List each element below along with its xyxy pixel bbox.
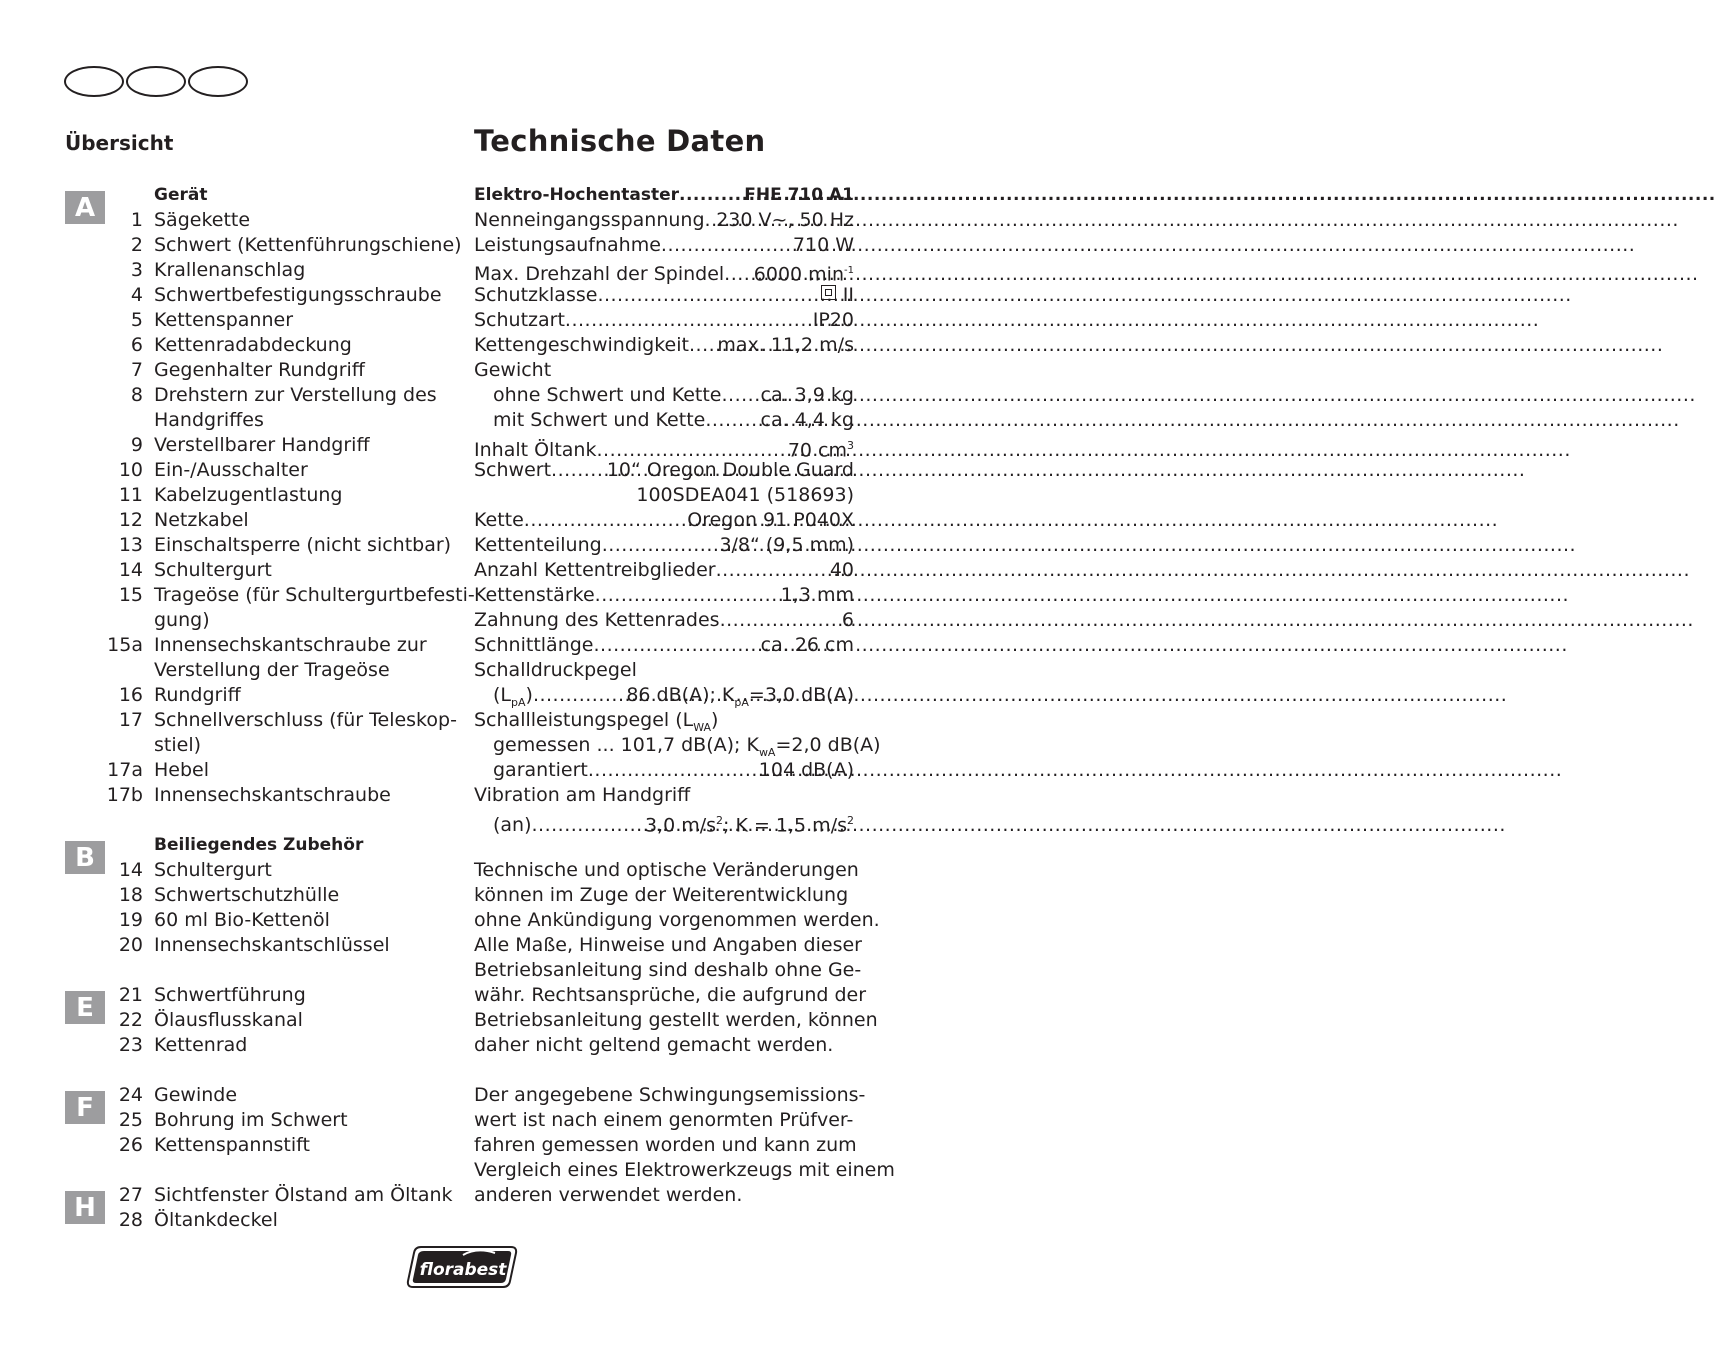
group-title: Gerät (154, 185, 208, 205)
item-number: 5 (130, 309, 143, 331)
item-label: Schultergurt (154, 559, 272, 581)
spec-label: Max. Drehzahl der Spindel (474, 263, 725, 286)
item-number: 15a (107, 634, 143, 656)
item-number: 14 (118, 559, 143, 581)
spec-label: Schutzart (474, 309, 565, 331)
item-label: stiel) (154, 734, 202, 756)
protection-class-icon (821, 285, 836, 300)
list-item (100, 908, 445, 933)
list-item (100, 608, 445, 633)
item-label: Kettenspannstift (154, 1134, 310, 1156)
list-item (100, 308, 445, 333)
spec-label: Leistungsaufnahme (474, 234, 661, 256)
list-item (100, 708, 457, 733)
spec-label: Kettenstärke (474, 584, 595, 606)
paragraph-line: währ. Rechtsansprüche, die aufgrund der (474, 984, 867, 1006)
item-label: Rundgriff (154, 684, 241, 706)
item-label: Handgriffes (154, 409, 264, 431)
spec-label: Nenneingangsspannung (474, 209, 705, 231)
spec-row (474, 233, 854, 258)
list-item (100, 1183, 453, 1208)
list-item (100, 1208, 445, 1233)
spec-label: ohne Schwert und Kette (493, 384, 722, 406)
dot-leader (705, 208, 717, 233)
dot-leader (705, 408, 760, 433)
list-item (100, 1083, 445, 1108)
item-number: 24 (118, 1084, 143, 1106)
list-item (100, 633, 445, 658)
spec-value: 6 (841, 609, 854, 631)
item-label: Verstellbarer Handgriff (154, 434, 370, 456)
item-label: Gegenhalter Rundgriff (154, 359, 365, 381)
item-number: 4 (130, 284, 143, 306)
language-oval (64, 66, 124, 97)
spec-row (474, 433, 854, 462)
spec-value: IP20 (812, 309, 854, 331)
section-marker-e: E (65, 991, 105, 1024)
list-item (100, 508, 445, 533)
spec-value: 230 V~, 50 Hz (716, 209, 854, 231)
item-number: 1 (130, 209, 143, 231)
item-number: 13 (118, 534, 143, 556)
spec-row (474, 383, 854, 408)
paragraph-line: Alle Maße, Hinweise und Angaben dieser (474, 934, 862, 956)
spec-row (474, 683, 854, 708)
spec-label: Zahnung des Kettenrades (474, 609, 720, 631)
svg-text:florabest: florabest (419, 1260, 507, 1280)
dot-leader (689, 333, 717, 358)
spec-value: 40 (829, 559, 854, 581)
item-label: Kettenradabdeckung (154, 334, 352, 356)
item-label: Trageöse (für Schultergurtbefesti- (154, 584, 475, 606)
spec-row (474, 608, 854, 633)
spec-label: Gewicht (474, 359, 552, 381)
spec-label: (an) (493, 814, 532, 837)
list-item (100, 233, 462, 258)
spec-row (474, 783, 854, 808)
spec-row (474, 258, 854, 286)
dot-leader (720, 608, 842, 633)
spec-row (474, 183, 854, 208)
section-marker-a: A (65, 191, 105, 224)
item-label: Bohrung im Schwert (154, 1109, 348, 1131)
spec-label: Schutzklasse (474, 284, 598, 306)
item-number: 23 (118, 1034, 143, 1056)
list-item (100, 483, 445, 508)
list-item (100, 1033, 445, 1058)
item-label: Schwertschutzhülle (154, 884, 340, 906)
spec-label: garantiert (493, 759, 588, 781)
item-label: Gewinde (154, 1084, 238, 1106)
list-item (100, 1008, 445, 1033)
item-number: 17b (106, 784, 143, 806)
spec-row (474, 633, 854, 658)
spec-row (474, 483, 854, 508)
item-number: 21 (118, 984, 143, 1006)
spec-row (474, 458, 854, 483)
spec-value: II (821, 283, 854, 308)
item-label: Ein-/Ausschalter (154, 459, 308, 481)
item-number: 3 (130, 259, 143, 281)
item-label: Schwert (Kettenführungschiene) (154, 234, 462, 256)
item-label: Schwertführung (154, 984, 306, 1006)
list-item (100, 758, 445, 783)
spec-row (474, 658, 854, 683)
dot-leader (722, 383, 761, 408)
item-number: 12 (118, 509, 143, 531)
item-label: Netzkabel (154, 509, 249, 531)
dot-leader (679, 183, 744, 208)
spec-value: 86 dB(A); $K_{pA}=3,0$ dB(A) (626, 684, 854, 709)
spec-label: Schallleistungspegel $(L_{WA})$ (474, 709, 719, 734)
list-item (100, 883, 445, 908)
spec-value: FHE 710 A1 (744, 185, 854, 205)
list-item (100, 683, 445, 708)
list-item (100, 433, 445, 458)
list-item (100, 983, 445, 1008)
paragraph-line: Der angegebene Schwingungsemissions- (474, 1084, 866, 1106)
item-label: Einschaltsperre (nicht sichtbar) (154, 534, 452, 556)
item-number: 9 (130, 434, 143, 456)
list-item (100, 658, 445, 683)
item-number: 25 (118, 1109, 143, 1131)
spec-list (474, 183, 881, 837)
spec-value: 10“ Oregon Double Guard (606, 459, 854, 481)
spec-row (474, 208, 854, 233)
item-label: Hebel (154, 759, 210, 781)
item-label: Innensechskantschraube (154, 784, 391, 806)
list-item (100, 733, 445, 758)
item-number: 17 (118, 709, 143, 731)
item-label: Krallenanschlag (154, 259, 306, 281)
spec-value: ca. 3,9 kg (760, 384, 854, 406)
paragraph-line: daher nicht geltend gemacht werden. (474, 1034, 834, 1056)
dot-leader (588, 758, 759, 783)
list-item (100, 1108, 445, 1133)
list-item (100, 408, 445, 433)
paragraph-line: wert ist nach einem genormten Prüfver- (474, 1109, 854, 1131)
spec-row (474, 583, 854, 608)
spec-value: 100SDEA041 (518693) (636, 484, 854, 506)
disclaimer-paragraph (474, 858, 880, 1058)
paragraph-line: Betriebsanleitung gestellt werden, können (474, 1009, 878, 1031)
spec-value: 710 W (792, 234, 854, 256)
list-item (100, 283, 445, 308)
spec-row (474, 758, 854, 783)
list-item (100, 558, 445, 583)
item-label: Drehstern zur Verstellung des (154, 384, 437, 406)
item-label: Kabelzugentlastung (154, 484, 343, 506)
item-number: 14 (118, 859, 143, 881)
item-label: Sägekette (154, 209, 251, 231)
spec-value: 70 $cm^3$ (787, 439, 854, 462)
tech-data-title: Technische Daten (474, 124, 766, 158)
dot-leader (597, 283, 820, 308)
item-label: Innensechskantschraube zur (154, 634, 427, 656)
list-item (100, 1133, 445, 1158)
spec-value: 3/8“ (9,5 mm) (719, 534, 854, 556)
item-number: 11 (118, 484, 143, 506)
spec-label: gemessen ... 101,7 dB(A); $K_{wA}=2,0$ dB(A) (493, 734, 881, 759)
list-item (100, 533, 452, 558)
item-number: 10 (118, 459, 143, 481)
dot-leader (551, 458, 607, 483)
item-number: 2 (130, 234, 143, 256)
list-item (100, 208, 445, 233)
item-label: Verstellung der Trageöse (154, 659, 390, 681)
spec-value: Oregon 91 P040X (687, 509, 854, 531)
spec-value: 104 dB(A) (758, 759, 854, 781)
dot-leader (593, 633, 760, 658)
item-number: 19 (118, 909, 143, 931)
paragraph-line: Betriebsanleitung sind deshalb ohne Ge- (474, 959, 862, 981)
list-item (100, 458, 445, 483)
list-item (100, 358, 445, 383)
spec-value: ca. 26 cm (760, 634, 854, 656)
spec-label: Inhalt Öltank (474, 439, 597, 462)
language-oval (126, 66, 186, 97)
item-number: 8 (130, 384, 143, 406)
item-label: Schwertbefestigungsschraube (154, 284, 442, 306)
dot-leader (533, 683, 626, 708)
language-oval (188, 66, 248, 97)
item-number: 7 (130, 359, 143, 381)
spec-label: Schwert (474, 459, 552, 481)
item-label: Ölausflusskanal (154, 1009, 303, 1031)
item-number: 15 (118, 584, 143, 606)
paragraph-line: ohne Ankündigung vorgenommen werden. (474, 909, 880, 931)
item-label: Sichtfenster Ölstand am Öltank (154, 1184, 453, 1206)
spec-label: Anzahl Kettentreibglieder (474, 559, 716, 581)
spec-row (474, 508, 854, 533)
section-marker-b: B (65, 841, 105, 874)
item-number: 18 (118, 884, 143, 906)
item-number: 20 (118, 934, 143, 956)
spec-row (474, 333, 854, 358)
spec-row (474, 733, 881, 759)
item-number: 22 (118, 1009, 143, 1031)
section-marker-f: F (65, 1091, 105, 1124)
item-number: 28 (118, 1209, 143, 1231)
item-label: Innensechskantschlüssel (154, 934, 390, 956)
paragraph-line: können im Zuge der Weiterentwicklung (474, 884, 849, 906)
spec-row (474, 408, 854, 433)
list-item (100, 783, 445, 808)
paragraph-line: Technische und optische Veränderungen (474, 859, 859, 881)
item-label: gung) (154, 609, 210, 631)
item-label: Öltankdeckel (154, 1209, 278, 1231)
item-number: 27 (118, 1184, 143, 1206)
dot-leader (661, 233, 793, 258)
group-title: Beiliegendes Zubehör (154, 835, 364, 855)
item-label: Kettenrad (154, 1034, 248, 1056)
spec-value: max. 11,2 m/s (717, 334, 854, 356)
dot-leader (716, 558, 830, 583)
item-number: 6 (130, 334, 143, 356)
item-label: Kettenspanner (154, 309, 294, 331)
list-item (100, 858, 445, 883)
florabest-logo (407, 1245, 518, 1289)
spec-label: Kettenteilung (474, 534, 602, 556)
dot-leader (532, 813, 645, 838)
spec-value: 6000 $\min^{-1}$ (753, 263, 854, 286)
spec-label: Schalldruckpegel (474, 659, 637, 681)
spec-label: Kettengeschwindigkeit (474, 334, 689, 356)
paragraph-line: anderen verwendet werden. (474, 1184, 743, 1206)
item-label: Schnellverschluss (für Teleskop- (154, 709, 457, 731)
spec-row (474, 308, 854, 333)
paragraph-line: Vergleich eines Elektrowerkzeugs mit einem (474, 1159, 895, 1181)
spec-label: Kette (474, 509, 524, 531)
item-label: Schultergurt (154, 859, 272, 881)
item-number: 17a (107, 759, 143, 781)
spec-row (474, 558, 854, 583)
language-ovals (64, 66, 248, 97)
dot-leader (602, 533, 720, 558)
spec-value: 3,0 $m/s^2$; K = 1,5 $m/s^2$ (644, 814, 854, 837)
list-item (100, 258, 445, 283)
spec-row (474, 358, 854, 383)
spec-row (474, 808, 854, 837)
spec-row (474, 283, 854, 308)
dot-leader (524, 508, 687, 533)
spec-row (474, 533, 854, 558)
section-marker-h: H (65, 1191, 105, 1224)
item-number: 16 (118, 684, 143, 706)
spec-label: mit Schwert und Kette (493, 409, 706, 431)
dot-leader (595, 583, 781, 608)
spec-label: Schnittlänge (474, 634, 594, 656)
item-label: 60 ml Bio-Kettenöl (154, 909, 330, 931)
spec-value: 1,3 mm (780, 584, 854, 606)
spec-label: Elektro-Hochentaster (474, 185, 679, 205)
overview-title: Übersicht (65, 131, 174, 155)
item-number: 26 (118, 1134, 143, 1156)
dot-leader (565, 308, 813, 333)
vibration-paragraph (474, 1083, 895, 1208)
spec-label: $(L_{pA})$ (493, 684, 533, 709)
paragraph-line: fahren gemessen worden und kann zum (474, 1134, 857, 1156)
spec-value: ca. 4,4 kg (760, 409, 854, 431)
list-item (100, 333, 445, 358)
list-item (100, 933, 445, 958)
spec-label: Vibration am Handgriff (474, 784, 691, 806)
list-item (100, 583, 475, 608)
list-item (100, 383, 445, 408)
